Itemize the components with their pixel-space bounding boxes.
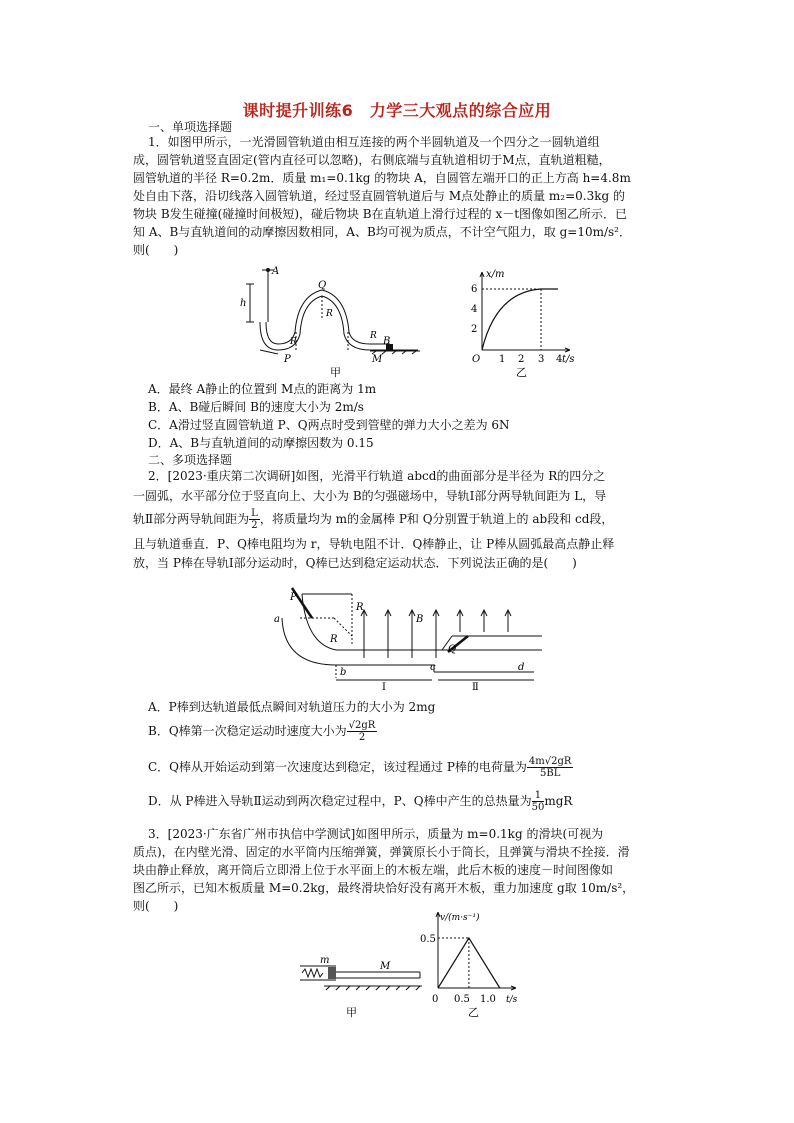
q1-option-d[interactable]: D．A、B与直轨道间的动摩擦因数为 0.15 [148,436,374,450]
q2-option-b[interactable]: B．Q棒第一次稳定运动时速度大小为 $\frac{√2gR}{2}$ [148,720,376,743]
q2-line3-text: ，将质量均为 m的金属棒 P和 Q分别置于轨道上的 ab段和 cd段， [259,512,614,526]
section-single-choice: 一、单项选择题 [148,120,233,134]
label-b: b [340,667,347,678]
q1-line: 成，圆管轨道竖直固定(管内直径可以忽略)，右侧底端与直轨道相切于M点，直轨道粗糙， [133,153,611,167]
x-tick: 4 [556,354,563,365]
page-title: 课时提升训练6 力学三大观点的综合应用 [242,101,552,120]
figure-caption: 乙 [516,366,527,379]
q2-line: 一圆弧，水平部分位于竖直向上、大小为 B的匀强磁场中，导轨Ⅰ部分两导轨间距为 L，导 [133,489,607,503]
y-axis-label: x/m [486,269,505,280]
x-axis-label: t/s [506,995,518,1005]
q3-line: 质点)，在内壁光滑、固定的水平筒内压缩弹簧，弹簧原长小于筒长，且弹簧与滑块不拴接．滑 [133,845,630,859]
q2-line: 且与轨道垂直．P、Q棒电阻均为 r，导轨电阻不计．Q棒静止，让 P棒从圆弧最高点静止释 [133,537,615,551]
q1-line: 物块 B发生碰撞(碰撞时间极短)，碰后物块 B在直轨道上滑行过程的 x－t图像如图乙所示．已 [133,207,628,221]
q2-option-a[interactable]: A．P棒到达轨道最低点瞬间对轨道压力的大小为 2mg [148,700,436,714]
q3-line: 块由静止释放，离开筒后立即滑上位于水平面上的木板左端，此后木板的速度－时间图像如 [133,863,614,877]
label-q: Q [318,280,327,291]
q1-figure-xt-graph [466,268,576,380]
q3-line: 3．[2023·广东省广州市执信中学测试]如图甲所示，质量为 m=0.1kg 的滑块(可视为 [148,827,604,841]
label-region-i: Ⅰ [382,682,386,692]
q3-figure-slider [296,950,426,1022]
label-m: M [372,354,383,365]
y-axis-label: v/(m·s⁻¹) [440,913,480,923]
block-a [266,268,270,272]
q1-figure-track [240,262,430,380]
label-p: P [284,354,291,365]
label-region-ii: Ⅱ [472,682,479,692]
y-tick-label: 0.5 [420,934,436,945]
label-h: h [240,298,247,309]
label-r: R [330,634,338,645]
label-b: B [383,336,391,347]
label-m-board: M [380,961,391,972]
q2-option-d[interactable]: D．从 P棒进入导轨Ⅱ运动到两次稳定过程中，P、Q棒中产生的总热量为 $\frac{1}{50}$ mgR [148,790,573,813]
q2-line: 2．[2023·重庆第二次调研]如图，光滑平行轨道 abcd的曲面部分是半径为 R的四分之 [148,469,606,483]
label-q: Q [448,644,457,655]
origin-label: 0 [432,994,439,1005]
y-tick: 6 [471,284,478,295]
q1-option-a[interactable]: A．最终 A静止的位置到 M点的距离为 1m [148,382,377,396]
slider-block [328,967,336,979]
label-c: c [430,662,436,673]
x-tick: 3 [538,354,545,365]
x-axis-label: t/s [562,354,575,365]
label-r: R [356,602,364,613]
q1-option-c[interactable]: C．A滑过竖直圆管轨道 P、Q两点时受到管壁的弹力大小之差为 6N [148,418,510,432]
label-d: d [518,662,525,673]
q2-line: 放，当 P棒在导轨Ⅰ部分运动时，Q棒已达到稳定运动状态．下列说法正确的是( ) [133,556,577,570]
label-p: P [290,592,297,603]
section-multiple-choice: 二、多项选择题 [148,453,233,467]
q2-line [133,508,613,531]
x-tick-label: 0.5 [454,994,470,1005]
q1-line: 处自由下落，沿切线落入圆管轨道，经过竖直圆管轨道后与 M点处静止的质量 m₂=0.3kg 的 [133,189,626,203]
q1-line: 圆管轨道的半径 R=0.2m．质量 m₁=0.1kg 的物块 A，自圆管左端开口的正上方高 h=4.8m [133,171,631,185]
y-tick: 2 [471,324,478,335]
q2-line3-text: 轨Ⅱ部分两导轨间距为 [133,512,250,526]
q3-figure-vt-graph [418,908,528,1018]
x-tick: 1 [499,354,506,365]
fraction-l-over-2: $\frac{L}{2}$ [251,508,258,531]
label-r: R [370,331,377,341]
origin-label: O [472,354,481,365]
q1-option-b[interactable]: B．A、B碰后瞬间 B的速度大小为 2m/s [148,400,364,414]
figure-caption: 乙 [468,1006,479,1018]
q1-line: 知 A、B与直轨道间的动摩擦因数相同，A、B均可视为质点，不计空气阻力，取 g=10m/s²． [133,225,631,239]
q3-line: 则( ) [133,899,179,913]
label-r: R [290,337,297,347]
q2-figure-rails [272,580,548,692]
q2-option-c[interactable]: C．Q棒从开始运动到第一次速度达到稳定，该过程通过 P棒的电荷量为 $\frac{4m√2gR}{5BL}$ [148,756,572,779]
figure-caption: 甲 [346,1006,357,1019]
q1-line: 则( ) [133,243,179,257]
label-r: R [326,309,333,319]
label-a: A [272,266,280,277]
label-a: a [274,614,280,625]
x-tick: 2 [518,354,525,365]
label-m-small: m [320,955,330,966]
y-tick: 4 [471,304,478,315]
figure-caption: 甲 [330,366,341,379]
q1-line: 1．如图甲所示，一光滑圆管轨道由相互连接的两个半圆轨道及一个四分之一圆轨道组 [148,135,600,149]
q3-line: 图乙所示，已知木板质量 M=0.2kg，最终滑块恰好没有离开木板，重力加速度 g取 10m/s²， [133,881,635,895]
label-b-field: B [416,614,424,625]
x-tick-label: 1.0 [480,994,496,1005]
